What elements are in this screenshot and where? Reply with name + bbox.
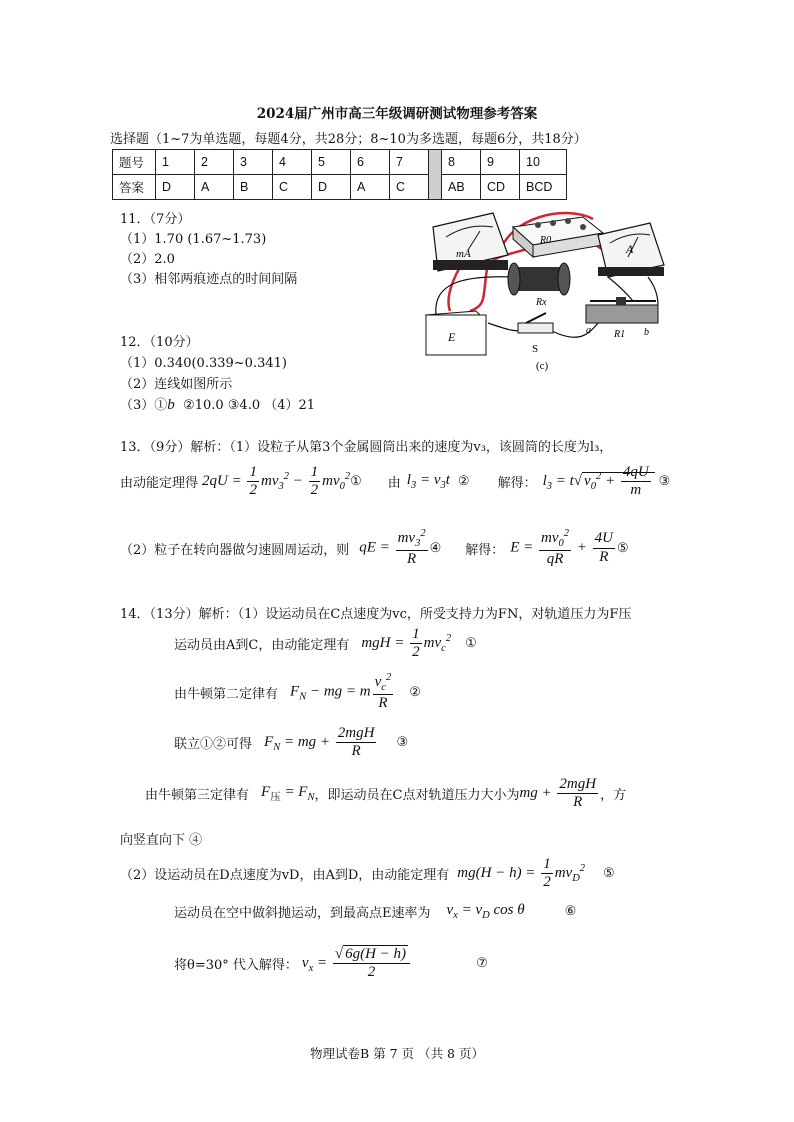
equation: mg + $\frac{\text{2mgH}}{R}$	[519, 776, 597, 811]
text: ①	[465, 636, 477, 652]
table-cell: 1	[156, 150, 195, 175]
q14-equation-line	[174, 946, 488, 982]
table-cell: 8	[442, 150, 481, 175]
text: ③	[396, 735, 409, 751]
table-cell: 3	[234, 150, 273, 175]
text: 运动员在空中做斜抛运动，到最高点E速率为	[174, 906, 431, 921]
table-cell: 2	[195, 150, 234, 175]
milliammeter	[433, 213, 508, 271]
table-cell: 7	[390, 150, 429, 175]
circuit-figure	[418, 205, 668, 375]
text: ⑥	[564, 904, 577, 919]
text: ①	[350, 474, 362, 490]
table-cell: A	[351, 175, 390, 200]
answer-table	[112, 149, 567, 200]
table-cell: 9	[481, 150, 520, 175]
equation: $v_x = v_D$ cos θ	[446, 902, 525, 921]
text: ②	[409, 684, 421, 700]
q11-line: （3）相邻两痕迹点的时间间隔	[120, 272, 298, 287]
label-r1: R1	[614, 329, 626, 340]
battery	[426, 311, 486, 355]
text: 由牛顿第三定律有	[145, 788, 250, 804]
text: 运动员由A到C，由动能定理有	[174, 638, 350, 654]
label-S: S	[532, 343, 539, 355]
q12-line	[120, 394, 315, 414]
text: 由牛顿第二定律有	[174, 686, 279, 702]
table-cell: 4	[273, 150, 312, 175]
q14-equation-line	[174, 902, 576, 921]
equation: $F_N$ = mg + $\frac{\text{2mgH}}{R}$	[264, 725, 375, 760]
table-cell: 答案	[113, 175, 156, 200]
text: 联立①②可得	[174, 737, 253, 753]
text: （2）设运动员在D点速度为vD，由A到D，由动能定理有	[120, 868, 450, 884]
q13-equation-line	[120, 528, 629, 568]
label-r0: R0	[540, 235, 552, 246]
q13-equation-line	[120, 464, 670, 500]
label-mA: mA	[456, 248, 471, 260]
figure-caption: (c)	[536, 360, 549, 372]
text: 将θ=30° 代入解得：	[174, 958, 298, 974]
table-cell: B	[234, 175, 273, 200]
q13-intro: 13．（9分）解析：（1）设粒子从第3个金属圆筒出来的速度为v₃，该圆筒的长度为l₃，	[120, 440, 613, 455]
text: （3）①	[120, 398, 168, 413]
rheostat-r1	[586, 297, 658, 340]
q11-line: （1）1.70 (1.67~1.73)	[120, 232, 267, 247]
q14-line: 向竖直向下 ④	[120, 833, 203, 848]
text: 解得：	[497, 476, 537, 492]
q12-line: （1）0.340(0.339~0.341)	[120, 356, 287, 371]
table-cell: D	[312, 175, 351, 200]
text: 解得：	[465, 542, 505, 558]
resistor-rx	[508, 263, 570, 308]
q14-equation-line	[174, 725, 408, 761]
label-a: a	[586, 325, 591, 336]
choice-intro: 选择题（1~7为单选题，每题4分，共28分；8~10为多选题，每题6分，共18分）	[110, 132, 587, 147]
equation: mgH = $\frac{1}{2}$ $mv_c^2$	[361, 626, 452, 661]
text: ⑤	[603, 866, 615, 882]
text: 由	[387, 476, 401, 492]
equation: E = $\frac{mv_0^2}{qR}$ + $\frac{4U}{R}$	[510, 528, 614, 568]
equation: $l_3 = v_3t$	[406, 472, 450, 492]
page-footer: 物理试卷B 第 7 页 （共 8 页）	[310, 1046, 484, 1061]
table-cell: CD	[481, 175, 520, 200]
equation: $v_x$ = $\frac{√ 6g(H - h)}{2}$	[302, 946, 412, 982]
text: ②	[457, 474, 470, 490]
q14-intro: 14．（13分）解析：（1）设运动员在C点速度为vc，所受支持力为FN，对轨道压力为F压	[120, 607, 632, 622]
table-cell: 题号	[113, 150, 156, 175]
q12-line: （2）连线如图所示	[120, 377, 233, 392]
table-cell: D	[156, 175, 195, 200]
q14-equation-line	[174, 672, 421, 712]
q14-equation-line	[174, 626, 477, 662]
text: （2）粒子在转向器做匀速圆周运动，则	[120, 542, 350, 558]
text: b	[167, 397, 175, 413]
label-E: E	[448, 330, 456, 344]
table-cell: 5	[312, 150, 351, 175]
q11-heading: 11．（7分）	[120, 212, 191, 227]
equation: $F_压 = F_N$	[261, 783, 315, 803]
equation: $F_N$ − mg = m $\frac{v_c^2}{R}$	[290, 672, 392, 712]
label-rx: Rx	[536, 297, 547, 308]
table-cell: AB	[442, 175, 481, 200]
table-cell: A	[195, 175, 234, 200]
text: ③	[658, 474, 671, 490]
table-cell: 10	[520, 150, 567, 175]
text: 由动能定理得	[120, 476, 199, 492]
equation: $l_3 = t√$ $v_0^2$ + $\frac{4qU}{m}$	[543, 464, 655, 500]
page-title: 2024届广州市高三年级调研测试物理参考答案	[256, 106, 538, 122]
text: ，即运动员在C点对轨道压力大小为	[314, 788, 520, 804]
equation: qE = $\frac{mv_3^2}{R}$	[359, 528, 426, 568]
text: ⑦	[476, 956, 488, 972]
table-row	[113, 175, 567, 200]
text: ②10.0 ③4.0 （4）21	[183, 398, 316, 413]
table-cell: 6	[351, 150, 390, 175]
table-cell: C	[273, 175, 312, 200]
q14-equation-line	[145, 776, 626, 812]
equation: mg(H − h) = $\frac{1}{2}$ $mv_D^2$	[457, 856, 586, 891]
label-b: b	[644, 327, 649, 338]
table-row	[113, 150, 567, 175]
text: ⑤	[617, 540, 629, 556]
ammeter	[598, 223, 664, 277]
text: ，方	[600, 788, 627, 804]
table-cell: C	[390, 175, 429, 200]
table-cell-separator	[429, 150, 442, 200]
q14-equation-line	[120, 856, 615, 892]
text: ④	[429, 540, 442, 556]
q12-heading: 12．（10分）	[120, 335, 199, 350]
q11-line: （2）2.0	[120, 252, 175, 267]
equation: 2qU = $\frac{1}{2}$ $mv_3^2$ − $\frac{1}{2}$ $mv_0^2$	[202, 464, 351, 499]
switch	[518, 313, 553, 355]
table-cell: BCD	[520, 175, 567, 200]
label-A: A	[626, 242, 634, 256]
